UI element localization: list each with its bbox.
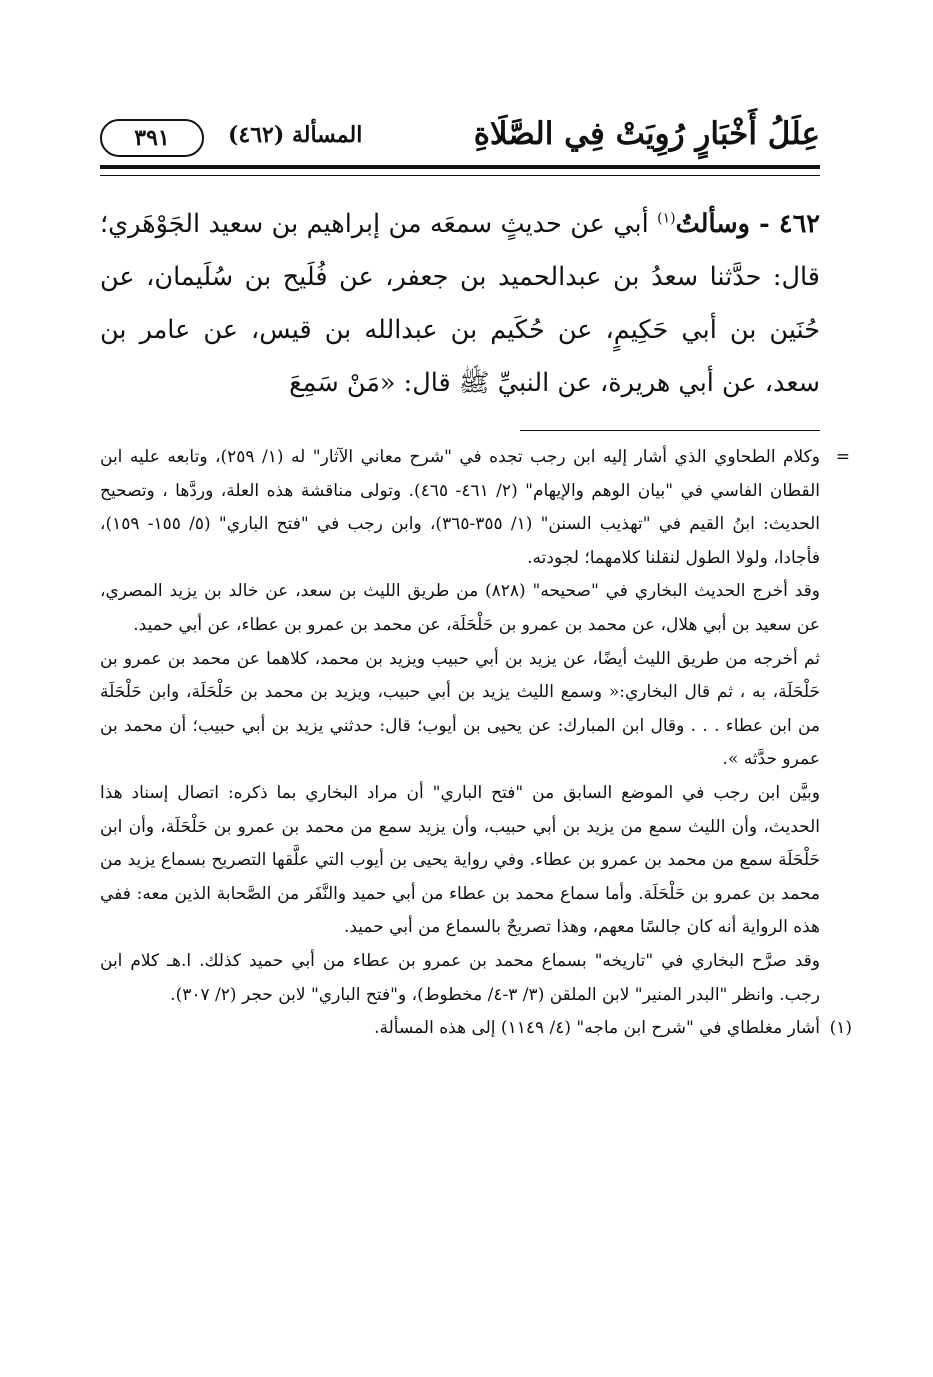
issue-label: المسألة (٤٦٢) — [228, 122, 363, 148]
footnote-separator — [520, 430, 820, 431]
footnote-paragraph: وبيَّن ابن رجب في الموضع السابق من "فتح الباري" أن مراد البخاري بما ذكره: اتصال إسناد هذا الحديث، وأن الليث سمع من يزيد بن أبي حبيب، وأن يزيد سمع من محمد بن عمرو بن حَلْحَلَة، وأن ابن حَلْحَلَة سمع من محمد بن عمرو بن عطاء. وفي رواية يحيى بن أيوب التي علَّقها التصريح بسماع يزيد من محمد بن عمرو بن حَلْحَلَة. وأما سماع محمد بن عطاء من أبي حميد والنَّفَر من الصَّحابة الذين معه: ففي هذه الرواية أنه كان جالسًا معهم، وهذا تصريحٌ بالسماع من أبي حميد. — [100, 782, 820, 938]
continued-footnote — [100, 441, 850, 1012]
footnote-reference: (١) — [657, 210, 676, 227]
header-rule-thin — [100, 175, 820, 176]
asked-word: وسألتُ — [675, 209, 750, 239]
header-rule-thick — [100, 165, 820, 173]
footnote-paragraph: وكلام الطحاوي الذي أشار إليه ابن رجب تجده في "شرح معاني الآثار" له (١/ ٢٥٩)، وتابعه عليه ابن القطان الفاسي في "بيان الوهم والإيهام" (٢/ ٤٦١- ٤٦٥). وتولى مناقشة هذه العلة، وردَّها ، وتصحيح الحديث: ابنُ القيم في "تهذيب السنن" (١/ ٣٥٥-٣٦٥)، وابن رجب في "فتح الباري" (٥/ ١٥٥- ١٥٩)، فأجادا، ولولا الطول لنقلنا كلامهما؛ لجودته. — [100, 447, 821, 568]
footnote-1-text: أشار مغلطاي في "شرح ابن ماجه" (٤/ ١١٤٩) إلى هذه المسألة. — [374, 1018, 820, 1039]
page-number: ٣٩١ — [100, 119, 204, 157]
issue-number: ٤٦٢ - — [749, 209, 820, 239]
footnotes — [100, 441, 852, 1046]
continuation-mark: = — [835, 447, 850, 467]
running-header — [100, 112, 820, 174]
main-body: أبي عن حديثٍ سمعَه من إبراهيم بن سعيد الجَوْهَري؛ قال: حدَّثنا سعدُ بن عبدالحميد بن جعفر، عن فُلَيح بن سُلَيمان، عن حُنَين بن أبي حَكِيمٍ، عن حُكَيم بن عبدالله بن قيس، عن عامر بن سعد، عن أبي هريرة، عن النبيِّ ﷺ قال: «مَنْ سَمِعَ — [100, 209, 820, 398]
footnote-paragraph: ثم أخرجه من طريق الليث أيضًا، عن يزيد بن أبي حبيب ويزيد بن محمد، كلاهما عن محمد بن عمرو بن حَلْحَلَة، به ، ثم قال البخاري:« وسمع الليث يزيد بن أبي حبيب، ويزيد بن محمد بن حَلْحَلَة، وابن حَلْحَلَة من ابن عطاء . . . وقال ابن المبارك: عن يحيى بن أيوب؛ قال: حدثني يزيد بن أبي حبيب؛ أن محمد بن عمرو حدَّثه ». — [100, 648, 821, 770]
main-text — [100, 198, 820, 410]
footnote-1 — [100, 1012, 852, 1046]
footnote-paragraph: وقد صرَّح البخاري في "تاريخه" بسماع محمد بن عمرو بن عطاء من أبي حميد كذلك. ا.هـ كلام ابن رجب. وانظر "البدر المنير" لابن الملقن (٣/ ٣-٤/ مخطوط)، و"فتح الباري" لابن حجر (٢/ ٣٠٧). — [100, 950, 820, 1005]
book-page — [100, 112, 852, 1046]
footnote-1-label: (١) — [829, 1018, 852, 1039]
book-title: عِلَلُ أَخْبَارٍ رُوِيَتْ فِي الصَّلَاةِ — [473, 116, 820, 152]
footnote-paragraph: وقد أخرج الحديث البخاري في "صحيحه" (٨٢٨) من طريق الليث بن سعد، عن خالد بن يزيد المصري، عن سعيد بن أبي هلال، عن محمد بن عمرو بن حَلْحَلَة، عن محمد بن عمرو بن عطاء، عن أبي حميد. — [100, 581, 820, 635]
